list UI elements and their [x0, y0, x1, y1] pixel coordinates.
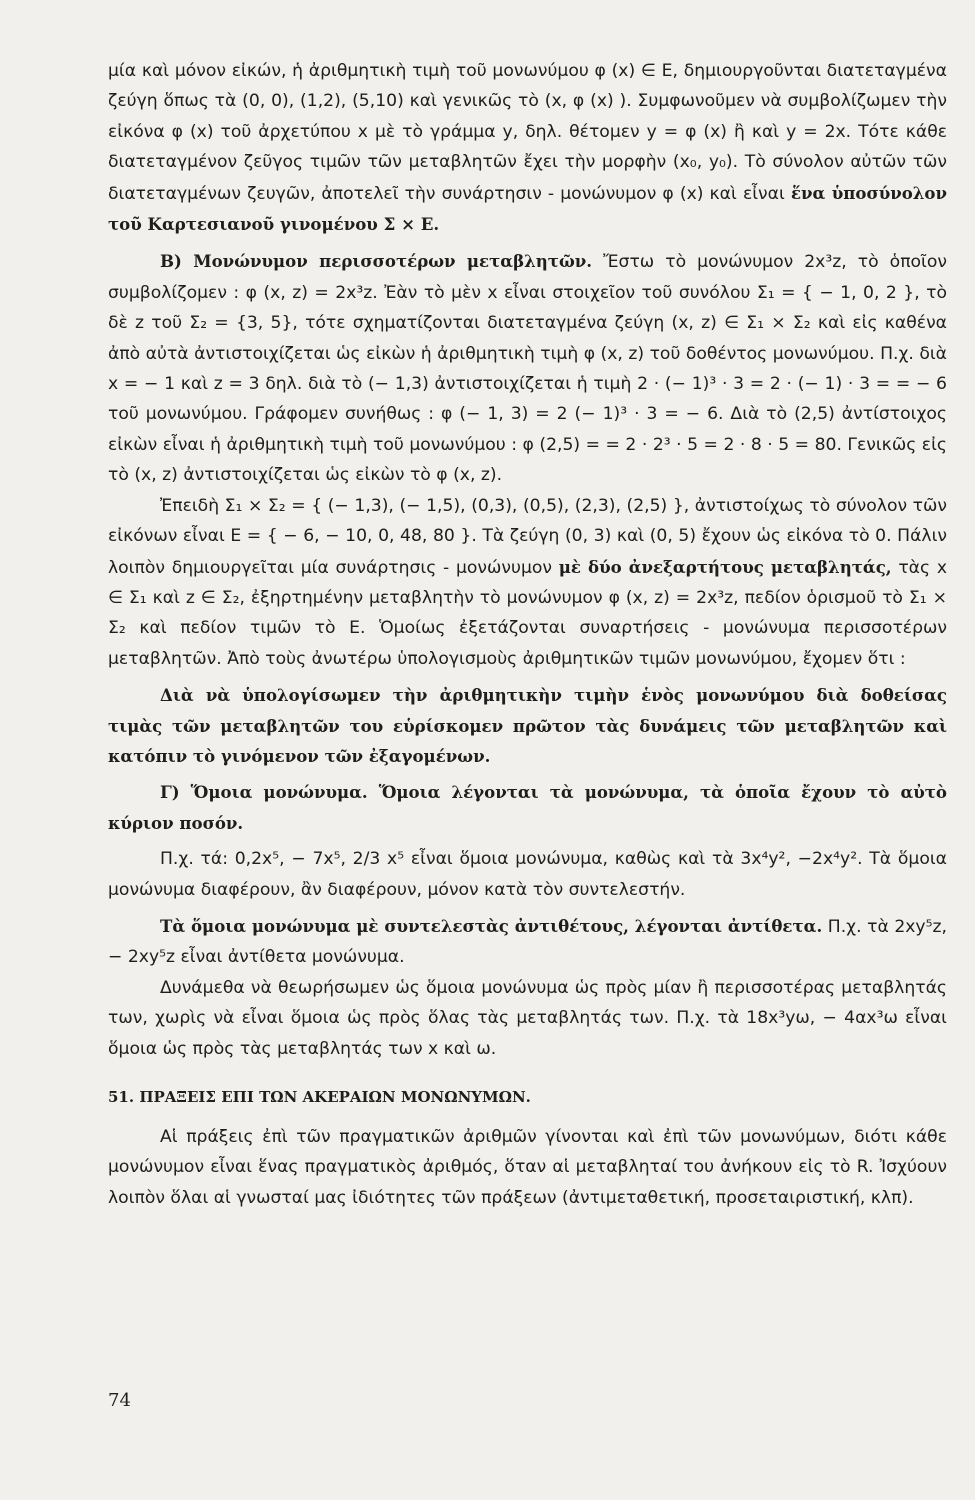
rule-statement: Διὰ νὰ ὑπολογίσωμεν τὴν ἀριθμητικὴν τιμὴν ἑνὸς μονωνύμου διὰ δοθείσας τιμὰς τῶν μεταβλητῶν του εὑρίσκομεν πρῶτον τὰς δυνάμεις τῶν μεταβλητῶν καὶ κατόπιν τὸ γινόμενον τῶν ἐξαγομένων.: [108, 685, 947, 766]
paragraph-3: [108, 491, 947, 674]
subsection-b-title: B) Μονώνυμον περισσοτέρων μεταβλητῶν.: [160, 251, 593, 272]
paragraph-6-text: Π.χ. τὰ 2xy⁵z, − 2xy⁵z εἶναι ἀντίθετα μονώνυμα.: [108, 916, 947, 968]
paragraph-6-bold: Τὰ ὅμοια μονώνυμα μὲ συντελεστὰς ἀντιθέτους, λέγονται ἀντίθετα.: [160, 915, 823, 936]
paragraph-6: [108, 911, 947, 973]
paragraph-3-bold: μὲ δύο ἀνεξαρτήτους μεταβλητάς,: [558, 556, 892, 577]
paragraph-5: Π.χ. τά: 0,2x⁵, − 7x⁵, 2/3 x⁵ εἶναι ὅμοια μονώνυμα, καθὼς καὶ τὰ 3x⁴y², −2x⁴y². Τὰ ὅμοια μονώνυμα διαφέρουν, ἂν διαφέρουν, μόνον κατὰ τὸν συντελεστήν.: [108, 849, 947, 900]
subsection-c-title: Γ) Ὅμοια μονώνυμα. Ὅμοια λέγονται τὰ μονώνυμα, τὰ ὁποῖα ἔχουν τὸ αὐτὸ κύριον ποσόν.: [108, 782, 947, 833]
paragraph-2-text: Ἔστω τὸ μονώνυμον 2x³z, τὸ ὁποῖον συμβολίζομεν : φ (x, z) = 2x³z. Ἐὰν τὸ μὲν x εἶναι στοιχεῖον τοῦ συνόλου Σ₁ = { − 1, 0, 2 }, τὸ δὲ z τοῦ Σ₂ = {3, 5}, τότε σχηματίζονται διατεταγμένα ζεύγη (x, z) ∈ Σ₁ × Σ₂ καὶ εἰς καθένα ἀπὸ αὐτὰ ἀντιστοιχίζεται ὡς εἰκὼν ἡ ἀριθμητικὴ τιμὴ φ (x, z) τοῦ δοθέντος μονωνύμου. Π.χ. διὰ x = − 1 καὶ z = 3 δηλ. διὰ τὸ (− 1,3) ἀντιστοιχίζεται ἡ τιμὴ 2 · (− 1)³ · 3 = 2 · (− 1) · 3 = = − 6 τοῦ μονωνύμου. Γράφομεν συνήθως : φ (− 1, 3) = 2 (− 1)³ · 3 = − 6. Διὰ τὸ (2,5) ἀντίστοιχος εἰκὼν εἶναι ἡ ἀριθμητικὴ τιμὴ τοῦ μονωνύμου : φ (2,5) = = 2 · 2³ · 5 = 2 · 8 · 5 = 80. Γενικῶς εἰς τὸ (x, z) ἀντιστοιχίζεται ὡς εἰκὼν τὸ φ (x, z).: [108, 252, 947, 486]
paragraph-7: Δυνάμεθα νὰ θεωρήσωμεν ὡς ὅμοια μονώνυμα ὡς πρὸς μίαν ἢ περισσοτέρας μεταβλητάς των, χωρὶς νὰ εἶναι ὅμοια ὡς πρὸς ὅλας τὰς μεταβλητάς των. Π.χ. τὰ 18x³yω, − 4αx³ω εἶναι ὅμοια ὡς πρὸς τὰς μεταβλητάς των x καὶ ω.: [108, 977, 947, 1059]
section-heading: 51. ΠΡΑΞΕΙΣ ΕΠΙ ΤΩΝ ΑΚΕΡΑΙΩΝ ΜΟΝΩΝΥΜΩΝ.: [108, 1088, 531, 1106]
paragraph-3-text-a: Ἐπειδὴ Σ₁ × Σ₂ = { (− 1,3), (− 1,5), (0,3), (0,5), (2,3), (2,5) }, ἀντιστοίχως τὸ σύνολον τῶν εἰκόνων εἶναι E = { − 6, − 10, 0, 48, 80 }. Τὰ ζεύγη (0, 3) καὶ (0, 5) ἔχουν ὡς εἰκόνα τὸ 0. Πάλιν λοιπὸν δημιουργεῖται μία συνάρτησις - μονώνυμον: [108, 495, 947, 578]
paragraph-8: Αἱ πράξεις ἐπὶ τῶν πραγματικῶν ἀριθμῶν γίνονται καὶ ἐπὶ τῶν μονωνύμων, διότι κάθε μονώνυμον εἶναι ἕνας πραγματικὸς ἀριθμός, ὅταν αἱ μεταβληταί του ἀνήκουν εἰς τὸ R. Ἰσχύουν λοιπὸν ὅλαι αἱ γνωσταί μας ἰδιότητες τῶν πράξεων (ἀντιμεταθετική, προσεταιριστική, κλπ).: [108, 1127, 947, 1208]
paragraph-1: [108, 56, 947, 240]
paragraph-1-bold: ἕνα ὑποσύνολον τοῦ Καρτεσιανοῦ γινομένου Σ × Ε.: [108, 182, 948, 235]
page-number: 74: [108, 1390, 131, 1411]
paragraph-1-text: μία καὶ μόνον εἰκών, ἡ ἀριθμητικὴ τιμὴ τοῦ μονωνύμου φ (x) ∈ E, δημιουργοῦνται διατεταγμένα ζεύγη ὅπως τὰ (0, 0), (1,2), (5,10) καὶ γενικῶς τὸ (x, φ (x) ). Συμφωνοῦμεν νὰ συμβολίζωμεν τὴν εἰκόνα φ (x) τοῦ ἀρχετύπου x μὲ τὸ γράμμα y, δηλ. θέτομεν y = φ (x) ἢ καὶ y = 2x. Τότε κάθε διατεταγμένον ζεῦγος τιμῶν τῶν μεταβλητῶν ἔχει τὴν μορφὴν (x₀, y₀). Τὸ σύνολον αὐτῶν τῶν διατεταγμένων ζευγῶν, ἀποτελεῖ τὴν συνάρτησιν - μονώνυμον φ (x) καὶ εἶναι: [108, 61, 947, 204]
paragraph-3-text-b: τὰς x ∈ Σ₁ καὶ z ∈ Σ₂, ἐξηρτημένην μεταβλητὴν τὸ μονώνυμον φ (x, z) = 2x³z, πεδίον ὁρισμοῦ τὸ Σ₁ × Σ₂ καὶ πεδίον τιμῶν τὸ E. Ὁμοίως ἐξετάζονται συναρτήσεις - μονώνυμα περισσοτέρων μεταβλητῶν. Ἀπὸ τοὺς ἀνωτέρω ὑπολογισμοὺς ἀριθμητικῶν τιμῶν μονωνύμου, ἔχομεν ὅτι :: [108, 557, 948, 669]
paragraph-2: [108, 246, 947, 490]
